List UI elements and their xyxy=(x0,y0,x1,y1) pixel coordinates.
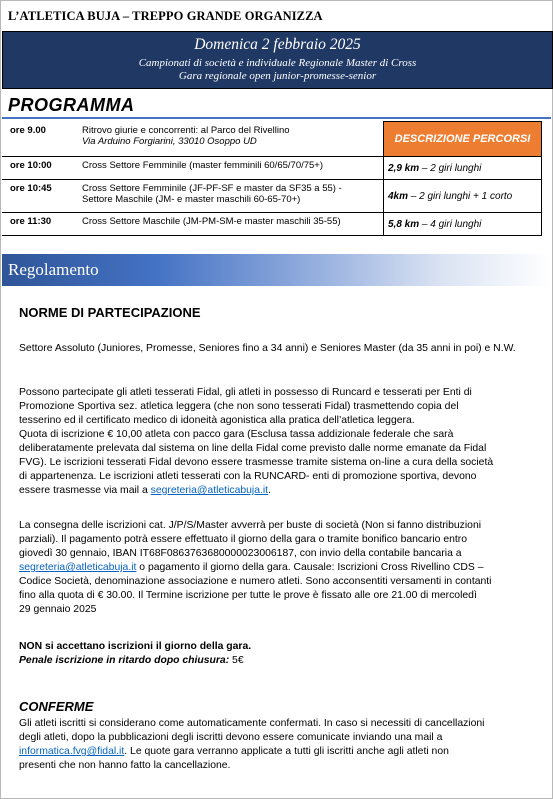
row-desc-address: Via Arduino Forgiarini, 33010 Osoppo UD xyxy=(82,135,257,147)
text-line: Possono partecipate gli atleti tesserati Fidal, gli atleti in possesso di Runcard e tesserati per Enti di xyxy=(19,387,472,398)
text-span: . Le quote gara verranno applicate a tutti gli iscritti anche agli atleti non xyxy=(124,746,449,757)
route-distance: 4km xyxy=(388,190,409,202)
event-subtitle-2: Gara regionale open junior-promesse-senior xyxy=(178,70,377,82)
text-line: 29 gennaio 2025 xyxy=(19,604,97,615)
text-line xyxy=(19,561,533,575)
row-desc-line: Cross Settore Femminile (JF-PF-SF e master da SF35 a 55) - xyxy=(82,183,342,194)
text-line xyxy=(19,654,533,668)
table-row xyxy=(2,157,542,180)
text-line: presenti che non hanno fatto la cancellazione. xyxy=(19,760,231,771)
paragraph-partecipazione xyxy=(19,386,533,498)
programma-divider xyxy=(2,117,551,119)
period: . xyxy=(268,485,271,496)
route-distance: 5,8 km xyxy=(388,218,420,230)
regolamento-banner xyxy=(2,254,551,286)
row-time: ore 10:00 xyxy=(2,157,78,180)
text-line: Quota di iscrizione € 10,00 atleta con pacco gara (Esclusa tassa addizionale federale che sarà xyxy=(19,429,454,440)
table-row xyxy=(2,213,542,236)
text-line: tesserino ed il certificato medico di idoneità agonistica alla pratica dell’atletica leggera. xyxy=(19,415,415,426)
paragraph-iscrizioni xyxy=(19,519,533,617)
text-span: essere trasmesse via mail a xyxy=(19,485,151,496)
row-description xyxy=(78,157,384,180)
row-route xyxy=(384,157,542,180)
conferme-title: CONFERME xyxy=(19,699,94,714)
row-route xyxy=(384,213,542,236)
text-line: FVG). Le iscrizioni tesserati Fidal devono essere trasmesse tramite sistema on-line a cura della società xyxy=(19,457,494,468)
table-row xyxy=(2,122,542,157)
email-link-fidal[interactable]: informatica.fvg@fidal.it xyxy=(19,746,125,757)
text-line: Promozione Sportiva sez. atletica leggera (che non sono tesserati Fidal) trasmettendo copia del xyxy=(19,401,459,412)
text-line xyxy=(19,484,533,498)
row-desc-line: Ritrovo giurie e concorrenti: al Parco del Rivellino xyxy=(82,124,290,136)
row-description xyxy=(78,122,384,157)
row-description xyxy=(78,180,384,213)
event-subtitle-1: Campionati di società e individuale Regionale Master di Cross xyxy=(138,57,417,69)
row-route xyxy=(384,180,542,213)
event-banner xyxy=(2,31,553,89)
row-time: ore 11:30 xyxy=(2,213,78,236)
no-iscrizioni-notice: NON si accettano iscrizioni il giorno della gara. xyxy=(19,641,252,652)
row-description xyxy=(78,213,384,236)
text-line: giovedì 30 gennaio, IBAN IT68F0863763680000023006187, con invio della contabile bancaria a xyxy=(19,548,462,559)
percorsi-header: DESCRIZIONE PERCORSI xyxy=(384,122,542,157)
row-time: ore 10:45 xyxy=(2,180,78,213)
text-line: Gli atleti iscritti si considerano come automaticamente confermati. In caso si necessiti di cancellazioni xyxy=(19,718,485,729)
programma-title: PROGRAMMA xyxy=(8,95,135,115)
text-line xyxy=(19,745,533,759)
schedule-table xyxy=(2,121,542,236)
text-line: fino alla quota di € 30.00. Il Termine iscrizione per tutte le prove è fissato alle ore 21.00 di mercoledì xyxy=(19,590,477,601)
penale-value: 5€ xyxy=(229,655,244,666)
row-desc-line: Cross Settore Maschile (JM-PM-SM-e master maschili 35-55) xyxy=(82,216,341,227)
row-desc-line: Cross Settore Femminile (master femminili 60/65/70/75+) xyxy=(82,160,324,171)
route-distance: 2,9 km xyxy=(388,162,420,174)
text-line: di appartenenza. Le iscrizioni atleti tesserati con la RUNCARD- enti di promozione sportiva, devono xyxy=(19,471,477,482)
row-desc-line: Settore Maschile (JM- e master maschili 60-65-70+) xyxy=(82,194,301,205)
text-line: Codice Società, denominazione associazione e numero atleti. Sono acconsentiti versamenti in contanti xyxy=(19,576,492,587)
text-line: deliberatamente prelevata dal sistema on line della Fidal come previsto dalle norme emanate da Fidal xyxy=(19,443,487,454)
text-line: parziali). Il pagamento potrà essere effettuato il giorno della gara o tramite bonifico bancario entro xyxy=(19,534,468,545)
paragraph-conferme xyxy=(19,717,533,773)
route-detail: – 2 giri lunghi xyxy=(419,162,482,174)
organizer-line: L’ATLETICA BUJA – TREPPO GRANDE ORGANIZZA xyxy=(8,9,323,23)
text-line: degli atleti, dopo la pubblicazioni degli iscritti devono essere comunicate inviando una mail a xyxy=(19,732,443,743)
table-row xyxy=(2,180,542,213)
penale-label: Penale iscrizione in ritardo dopo chiusura: xyxy=(19,655,230,666)
route-detail: – 4 giri lunghi xyxy=(419,218,482,230)
row-time: ore 9.00 xyxy=(2,122,78,157)
norme-title: NORME DI PARTECIPAZIONE xyxy=(19,305,201,320)
regolamento-title: Regolamento xyxy=(8,260,99,279)
email-link-segreteria[interactable]: segreteria@atleticabuja.it xyxy=(150,485,269,496)
route-detail: – 2 giri lunghi + 1 corto xyxy=(408,190,513,202)
text-line: La consegna delle iscrizioni cat. J/P/S/Master avverrà per buste di società (Non si fanno distribuzioni xyxy=(19,520,482,531)
paragraph-settori: Settore Assoluto (Juniores, Promesse, Seniores fino a 34 anni) e Seniores Master (da 35 anni in poi) e N.W. xyxy=(19,343,516,354)
event-date: Domenica 2 febbraio 2025 xyxy=(194,36,361,53)
paragraph-penale xyxy=(19,640,533,668)
email-link-segreteria[interactable]: segreteria@atleticabuja.it xyxy=(19,562,137,573)
text-span: o pagamento il giorno della gara. Causale: Iscrizioni Cross Rivellino CDS – xyxy=(136,562,484,573)
